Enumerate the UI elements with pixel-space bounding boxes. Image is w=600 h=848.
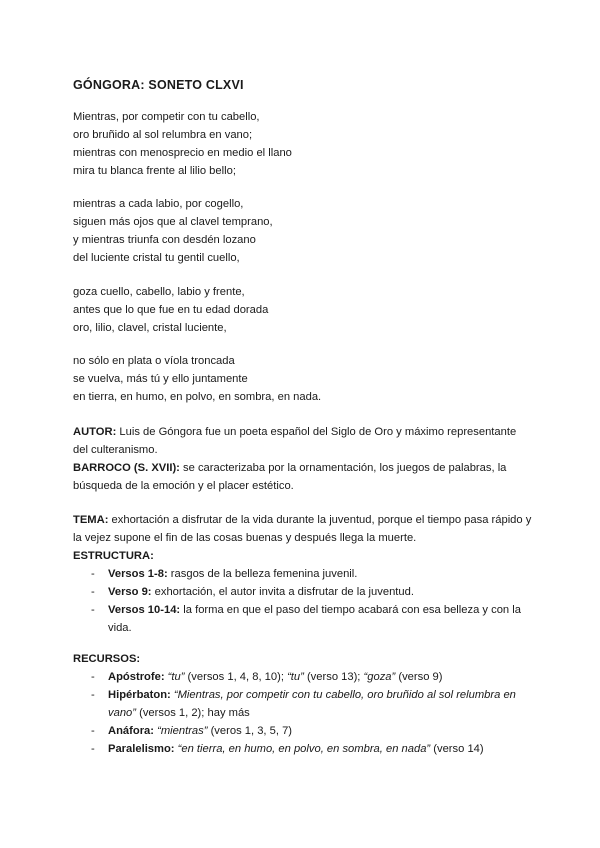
item-label: Verso 9: xyxy=(108,586,152,598)
poem-verse: del luciente cristal tu gentil cuello, xyxy=(73,252,240,264)
quote: “tu” xyxy=(167,671,185,683)
item-label: Versos 1-8: xyxy=(108,568,168,580)
item-text: (versos 1, 4, 8, 10); xyxy=(184,671,288,683)
quote: “mientras” xyxy=(157,725,208,737)
bullet-dash: - xyxy=(91,689,95,701)
item-text: (verso 9) xyxy=(395,671,443,683)
poem-verse: mientras a cada labio, por cogello, xyxy=(73,198,244,210)
list-item xyxy=(73,601,533,637)
barroco-text: se caracterizaba por la ornamentación, los juegos de palabras, la búsqueda de la emoción y el placer estético. xyxy=(73,462,507,492)
estructura-list xyxy=(73,565,533,637)
poem-verse: Mientras, por competir con tu cabello, xyxy=(73,111,260,123)
autor-label: AUTOR: xyxy=(73,426,117,438)
item-text: exhortación, el autor invita a disfrutar de la juventud. xyxy=(151,586,414,598)
poem-verse: oro, lilio, clavel, cristal luciente, xyxy=(73,322,227,334)
bullet-dash: - xyxy=(91,568,95,580)
quote: “Mientras, por competir con tu cabello, oro bruñido al sol relumbra en vano” xyxy=(108,689,516,719)
poem-verse: en tierra, en humo, en polvo, en sombra, en nada. xyxy=(73,391,322,403)
item-label: Anáfora: xyxy=(108,725,154,737)
barroco-paragraph xyxy=(73,459,533,495)
poem-verse: y mientras triunfa con desdén lozano xyxy=(73,234,256,246)
autor-section xyxy=(73,423,533,495)
tema-text: exhortación a disfrutar de la vida durante la juventud, porque el tiempo pasa rápido y la vejez supone el fin de las cosas buenas y después llega la muerte. xyxy=(73,514,532,544)
autor-text: Luis de Góngora fue un poeta español del Siglo de Oro y máximo representante del culteranismo. xyxy=(73,426,517,456)
item-text: (verso 14) xyxy=(430,743,484,755)
poem-stanza-2 xyxy=(73,195,273,267)
recursos-list xyxy=(73,668,533,758)
quote: “en tierra, en humo, en polvo, en sombra, en nada” xyxy=(177,743,431,755)
item-text: la forma en que el paso del tiempo acabará con esa belleza y con la vida. xyxy=(108,604,521,634)
item-text: (verso 13); xyxy=(303,671,364,683)
tema-label: TEMA: xyxy=(73,514,109,526)
quote: “tu” xyxy=(287,671,304,683)
autor-paragraph xyxy=(73,423,533,459)
item-label: Versos 10-14: xyxy=(108,604,181,616)
list-item xyxy=(73,583,533,601)
poem-verse: mientras con menosprecio en medio el llano xyxy=(73,147,292,159)
recursos-section xyxy=(73,650,533,758)
bullet-dash: - xyxy=(91,671,95,683)
list-item xyxy=(73,565,533,583)
poem-verse: siguen más ojos que al clavel temprano, xyxy=(73,216,273,228)
item-text: (versos 1, 2); hay más xyxy=(136,707,250,719)
quote: “goza” xyxy=(363,671,396,683)
poem-stanza-1 xyxy=(73,108,292,180)
list-item-anafora xyxy=(73,722,533,740)
barroco-label: BARROCO (S. XVII): xyxy=(73,462,180,474)
list-item-paralelismo xyxy=(73,740,533,758)
poem-verse: se vuelva, más tú y ello juntamente xyxy=(73,373,248,385)
item-label: Paralelismo: xyxy=(108,743,175,755)
poem-verse: goza cuello, cabello, labio y frente, xyxy=(73,286,245,298)
bullet-dash: - xyxy=(91,604,95,616)
bullet-dash: - xyxy=(91,743,95,755)
poem-verse: no sólo en plata o víola troncada xyxy=(73,355,235,367)
recursos-heading: RECURSOS: xyxy=(73,653,141,665)
poem-verse: oro bruñido al sol relumbra en vano; xyxy=(73,129,253,141)
tema-section xyxy=(73,511,533,637)
item-label: Apóstrofe: xyxy=(108,671,165,683)
poem-verse: mira tu blanca frente al lilio bello; xyxy=(73,165,236,177)
document-title: GÓNGORA: SONETO CLXVI xyxy=(73,78,244,92)
bullet-dash: - xyxy=(91,586,95,598)
bullet-dash: - xyxy=(91,725,95,737)
poem-stanza-4 xyxy=(73,352,321,406)
list-item-hiperbaton xyxy=(73,686,533,722)
poem-stanza-3 xyxy=(73,283,268,337)
poem-verse: antes que lo que fue en tu edad dorada xyxy=(73,304,269,316)
item-label: Hipérbaton: xyxy=(108,689,171,701)
list-item-apostrofe xyxy=(73,668,533,686)
item-text: (veros 1, 3, 5, 7) xyxy=(207,725,293,737)
tema-paragraph xyxy=(73,511,533,547)
item-text: rasgos de la belleza femenina juvenil. xyxy=(167,568,358,580)
estructura-heading: ESTRUCTURA: xyxy=(73,550,154,562)
